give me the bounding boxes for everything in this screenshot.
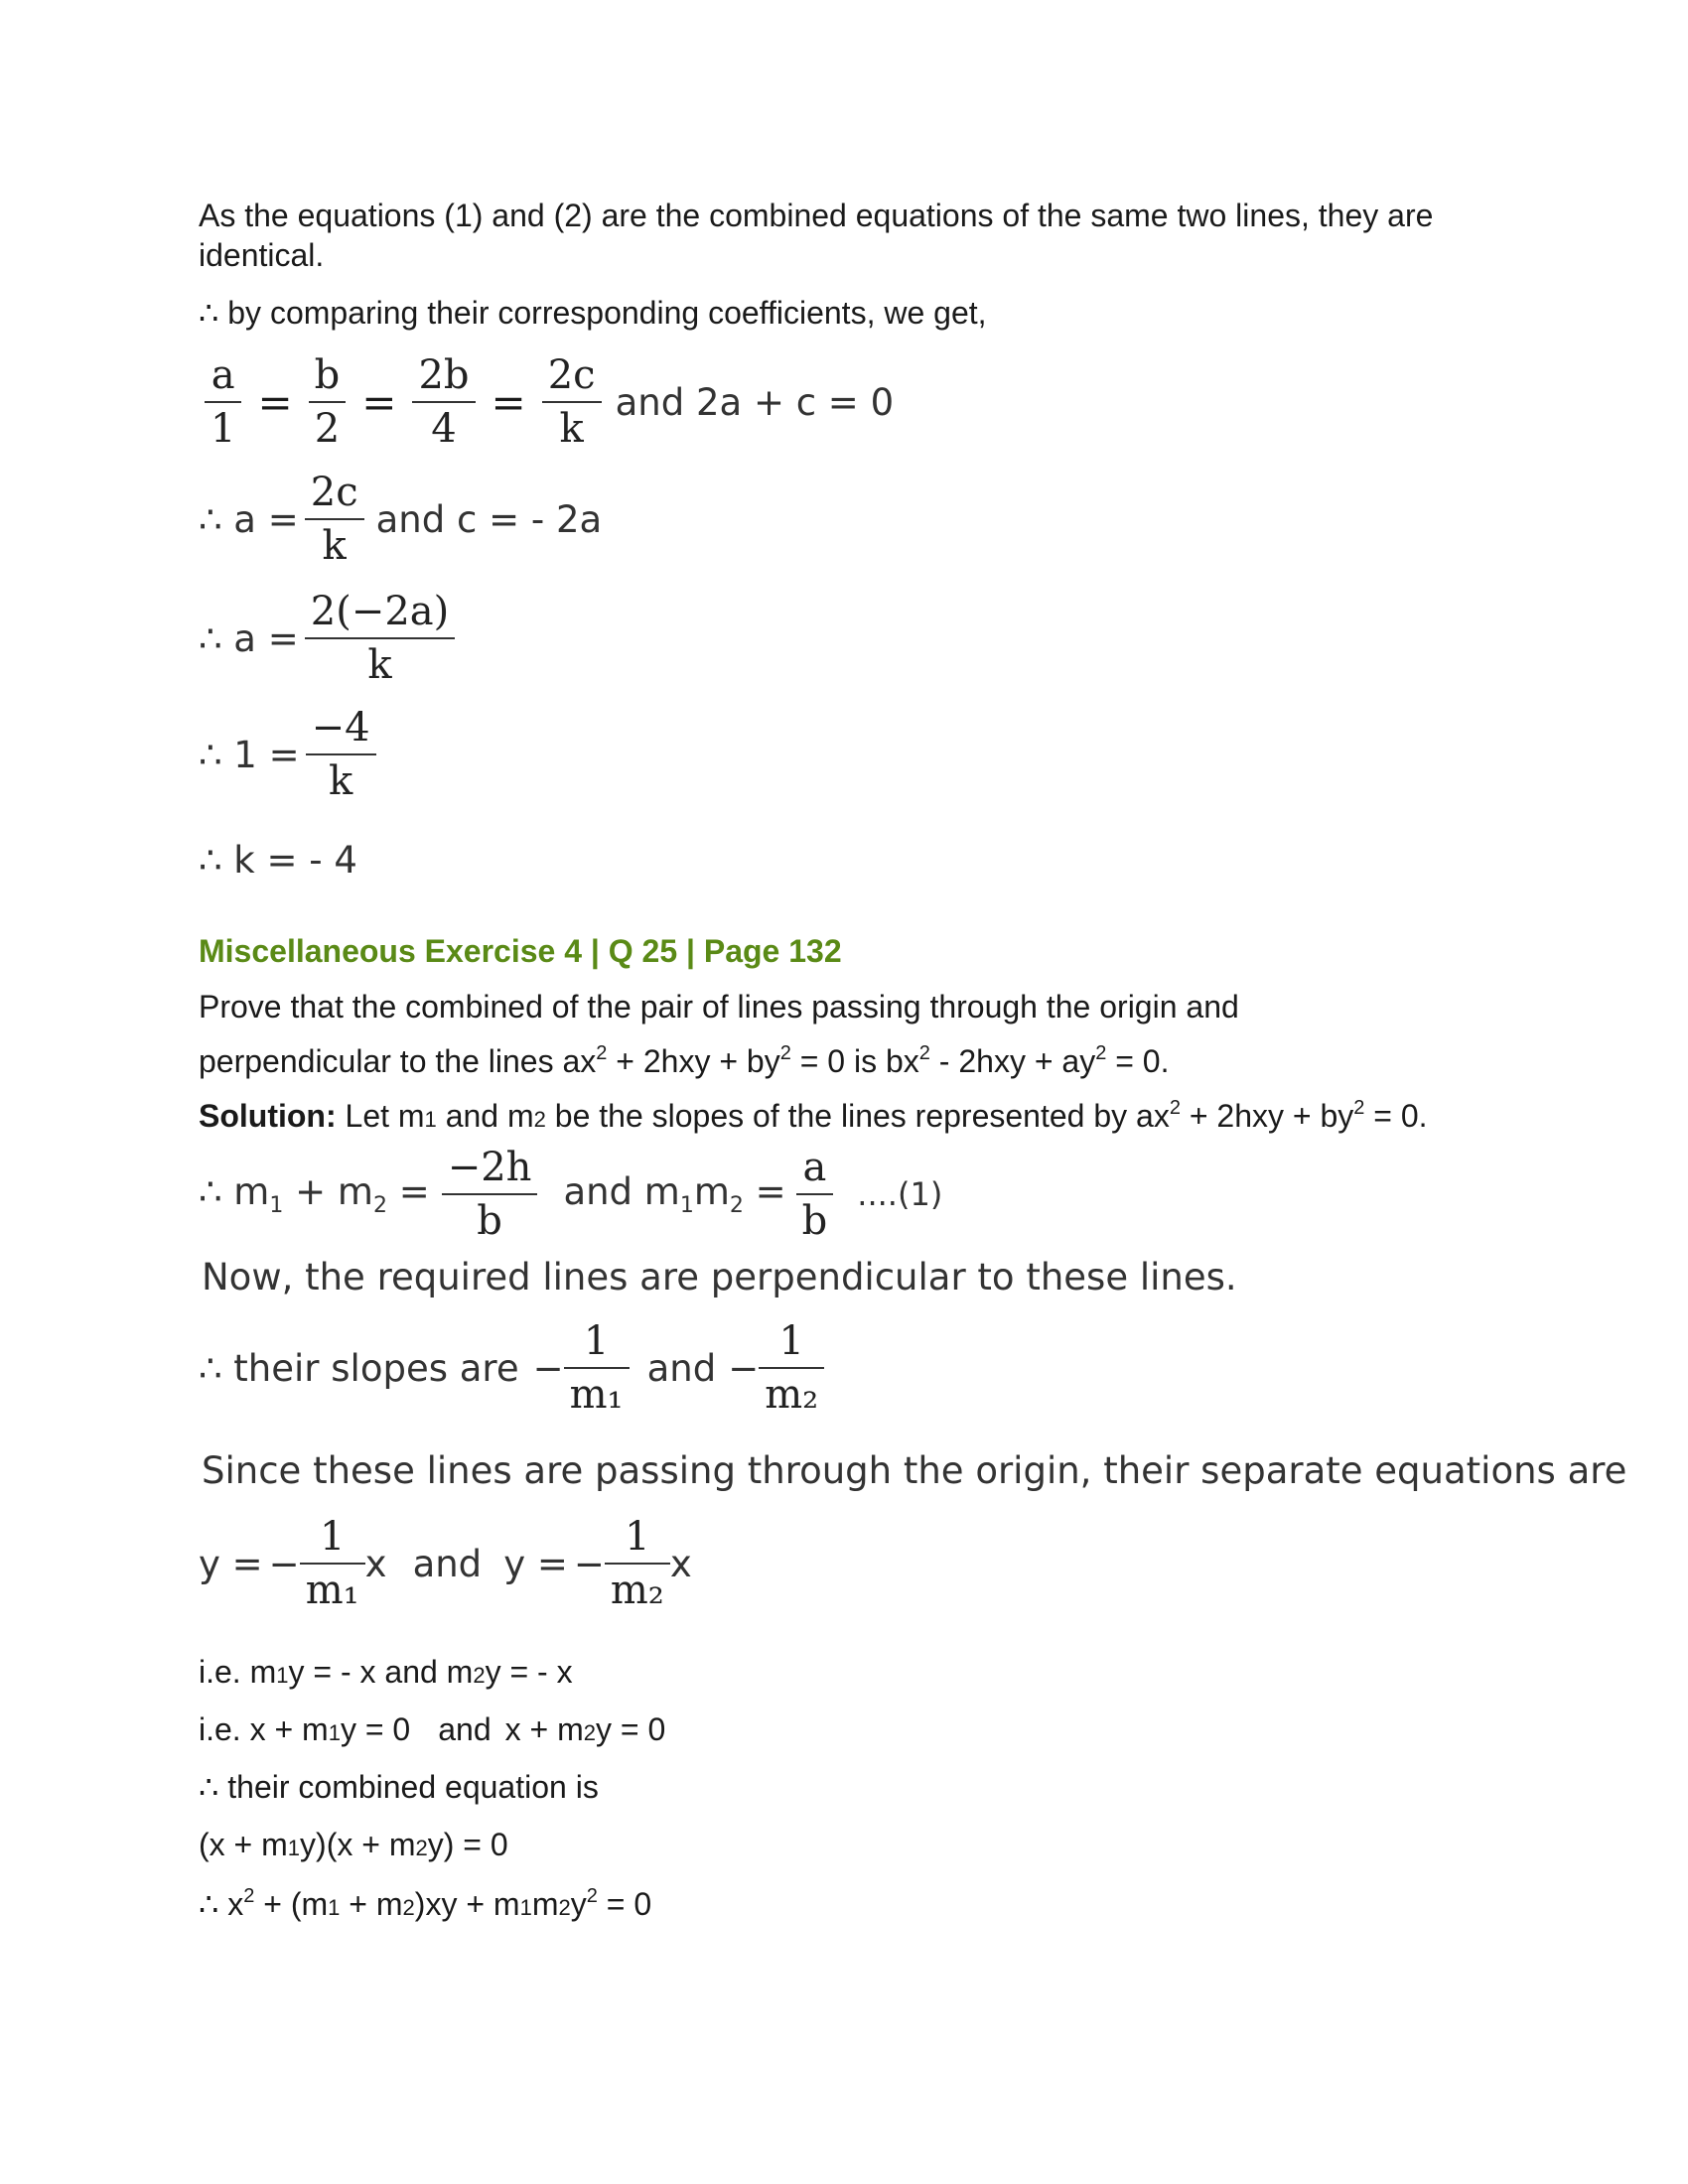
intro-line-3: ∴ by comparing their corresponding coefficients, we get, — [199, 295, 987, 331]
equation-a-equals-2c-over-k: ∴ a = $\frac{2c}{k}$ and c = - 2a — [199, 470, 603, 569]
fraction-2c-over-k: $\frac{2c}{k}$ — [542, 349, 602, 455]
equation-k-result: ∴ k = - 4 — [199, 839, 357, 882]
solution-label: Solution: — [199, 1098, 337, 1134]
origin-statement: Since these lines are passing through the origin, their separate equations are — [202, 1449, 1627, 1492]
intro-line-1: As the equations (1) and (2) are the combined equations of the same two lines, they are — [199, 198, 1434, 233]
ie-line-1: i.e. m1y = - x and m2y = - x — [199, 1654, 573, 1690]
equation-separate-lines: y = − $\frac{1}{\text{m₁}}$ x and y = − $\frac{1}{\text{m₂}}$ x — [199, 1514, 692, 1613]
exercise-heading: Miscellaneous Exercise 4 | Q 25 | Page 132 — [199, 933, 842, 969]
fraction-2b-over-4: $\frac{2b}{4}$ — [412, 349, 475, 455]
equation-coefficient-ratio: $\frac{a}{1}$ = $\frac{b}{2}$ = $\frac{2b}{4}$ = $\frac{2c}{k}$ and 2a + c = 0 — [199, 349, 894, 455]
intro-paragraph — [199, 196, 1433, 275]
fraction-a-over-1: $\frac{a}{1}$ — [205, 349, 241, 455]
solution-line: Solution: Let m1 and m2 be the slopes of the lines represented by $ax^2 + 2hxy + by^2 = 0$. — [199, 1097, 1428, 1134]
intro-line-2: identical. — [199, 237, 325, 273]
question-line-2: perpendicular to the lines $ax^2 + 2hxy + by^2 = 0$ is $bx^2 - 2hxy + ay^2 = 0$. — [199, 1042, 1170, 1079]
equation-perpendicular-slopes: ∴ their slopes are − $\frac{1}{\text{m₁}}$ and − $\frac{1}{\text{m₂}}$ — [199, 1315, 830, 1421]
perpendicular-statement: Now, the required lines are perpendicular to these lines. — [202, 1256, 1237, 1298]
equation-1-equals-minus4-over-k: ∴ 1 = $\frac{-4}{k}$ — [199, 702, 382, 807]
equation-tail: and 2a + c = 0 — [615, 380, 895, 424]
product-equation: (x + m1y)(x + m2y) = 0 — [199, 1827, 508, 1862]
combined-statement: ∴ their combined equation is — [199, 1769, 599, 1805]
equation-a-substitution: ∴ a = $\frac{2(-2a)}{k}$ — [199, 586, 461, 691]
equation-slopes-sum-product: ∴ $m_1 + m_2$ = $\frac{-2h}{b}$ and $m_1m_2$ = $\frac{a}{b}$ ....(1) — [199, 1145, 943, 1244]
question-line-1: Prove that the combined of the pair of lines passing through the origin and — [199, 989, 1239, 1024]
ie-line-2: i.e. x + m1y = 0 and x + m2y = 0 — [199, 1711, 666, 1747]
fraction-b-over-2: $\frac{b}{2}$ — [309, 349, 347, 455]
final-equation: ∴ $x^2 + (m1 + m2)xy + m1m2y^2 = 0$ — [199, 1885, 652, 1922]
